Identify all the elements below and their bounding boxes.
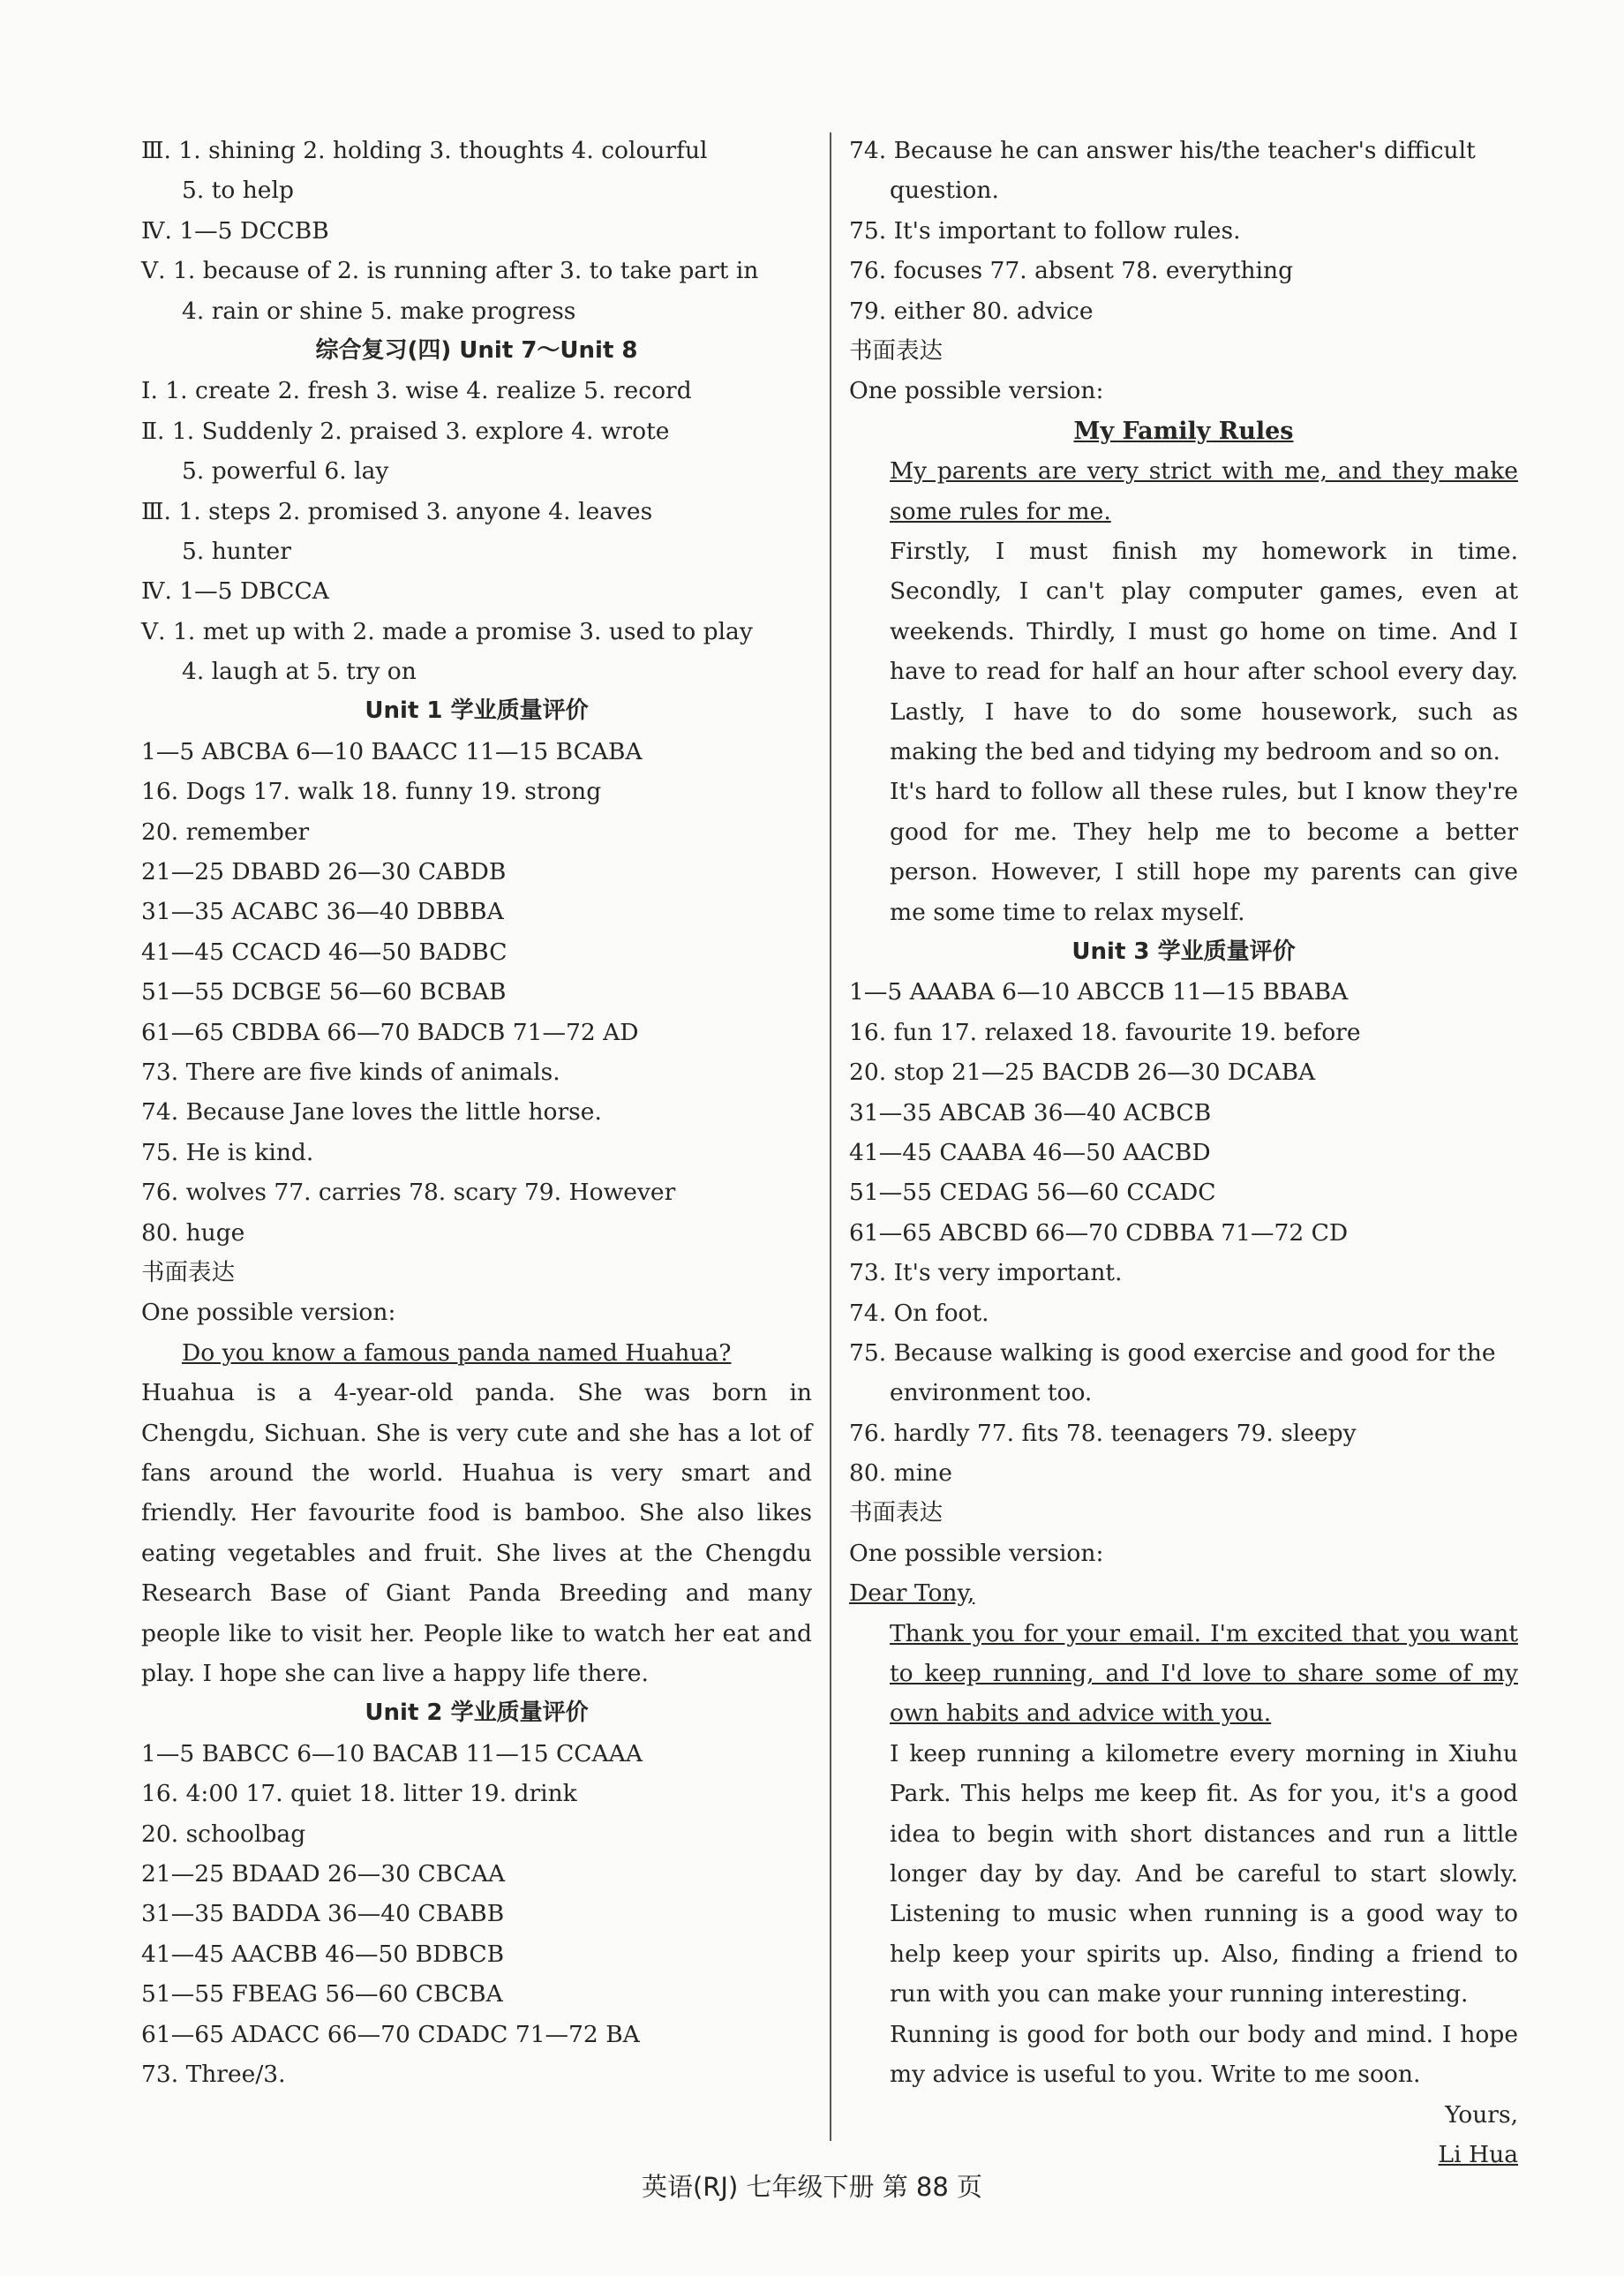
answer-line: 75. He is kind. bbox=[141, 1138, 314, 1166]
essay-paragraph: I keep running a kilometre every morning in Xiuhu Park. This helps me keep fit. As for you, it's a good idea to begin with short distances and run a little longer day by day. And be careful to start slowly. Listening to music when running is a good way to help keep your spirits up. Also, finding a friend to run with you can make your running interesting. bbox=[890, 1739, 1518, 2008]
answer-line: 51—55 DCBGE 56—60 BCBAB bbox=[141, 978, 507, 1006]
answer-line: Ⅴ. 1. met up with 2. made a promise 3. used to play bbox=[141, 617, 753, 645]
essay-paragraph: Thank you for your email. I'm excited that you want to keep running, and I'd love to share some of my own habits and advice with you. bbox=[890, 1619, 1518, 1728]
essay-family-rules bbox=[849, 451, 1518, 932]
answer-line: question. bbox=[890, 177, 999, 205]
section-heading: Unit 1 学业质量评价 bbox=[365, 697, 589, 725]
answer-line: 74. Because Jane loves the little horse. bbox=[141, 1098, 602, 1127]
writing-label: 书面表达 bbox=[141, 1258, 235, 1286]
answer-line: 75. Because walking is good exercise and good for the bbox=[849, 1338, 1496, 1367]
answer-line: 16. 4:00 17. quiet 18. litter 19. drink bbox=[141, 1780, 577, 1808]
answer-line: 1—5 ABCBA 6—10 BAACC 11—15 BCABA bbox=[141, 737, 643, 765]
answer-line: 20. schoolbag bbox=[141, 1820, 306, 1848]
answer-line: 21—25 BDAAD 26—30 CBCAA bbox=[141, 1859, 506, 1888]
answer-line: 76. focuses 77. absent 78. everything bbox=[849, 257, 1294, 285]
answer-line: 51—55 FBEAG 56—60 CBCBA bbox=[141, 1980, 503, 2008]
right-column bbox=[849, 131, 1518, 2174]
answer-line: 61—65 ABCBD 66—70 CDBBA 71—72 CD bbox=[849, 1218, 1349, 1247]
answer-line: 5. hunter bbox=[182, 537, 291, 565]
answer-line: 1—5 BABCC 6—10 BACAB 11—15 CCAAA bbox=[141, 1739, 643, 1767]
column-divider bbox=[830, 132, 831, 2141]
answer-line: Ⅳ. 1—5 DBCCA bbox=[141, 577, 329, 606]
section-heading: 综合复习(四) Unit 7～Unit 8 bbox=[315, 336, 638, 364]
answer-line: 41—45 CAABA 46—50 AACBD bbox=[849, 1138, 1211, 1166]
essay-title bbox=[849, 411, 1518, 451]
letter-salutation: Dear Tony, bbox=[849, 1579, 975, 1608]
answer-line: 75. It's important to follow rules. bbox=[849, 216, 1241, 245]
answer-line: 4. laugh at 5. try on bbox=[182, 658, 417, 686]
answer-line: 5. powerful 6. lay bbox=[182, 457, 389, 486]
essay-paragraph: My parents are very strict with me, and they make some rules for me. bbox=[890, 457, 1518, 525]
answer-line: 61—65 CBDBA 66—70 BADCB 71—72 AD bbox=[141, 1018, 639, 1046]
page-footer: 英语(RJ) 七年级下册 第 88 页 bbox=[641, 2172, 983, 2202]
answer-line: 80. mine bbox=[849, 1459, 952, 1488]
version-label: One possible version: bbox=[141, 1299, 396, 1327]
answer-line: Ⅲ. 1. shining 2. holding 3. thoughts 4. colourful bbox=[141, 137, 708, 164]
version-label: One possible version: bbox=[849, 377, 1104, 405]
answer-line: 41—45 CCACD 46—50 BADBC bbox=[141, 938, 508, 966]
answer-line: 20. stop 21—25 BACDB 26—30 DCABA bbox=[849, 1059, 1316, 1087]
essay-paragraph: It's hard to follow all these rules, but I know they're good for me. They help me to become a better person. However, I still hope my parents can give me some time to relax myself. bbox=[890, 778, 1518, 926]
answer-line: 74. On foot. bbox=[849, 1299, 989, 1327]
essay-paragraph: Firstly, I must finish my homework in time. Secondly, I can't play computer games, even at weekends. Thirdly, I must go home on time. And I have to read for half an hour after school every day. Lastly, I have to do some housework, such as making the bed and tidying my bedroom and so on. bbox=[890, 537, 1518, 765]
answer-line: 41—45 AACBB 46—50 BDBCB bbox=[141, 1940, 505, 1968]
answer-line: environment too. bbox=[890, 1379, 1093, 1407]
answer-line: 21—25 DBABD 26—30 CABDB bbox=[141, 858, 507, 886]
left-column bbox=[141, 131, 812, 2094]
answer-line: Ⅱ. 1. Suddenly 2. praised 3. explore 4. wrote bbox=[141, 417, 670, 445]
answer-line: Ⅲ. 1. steps 2. promised 3. anyone 4. leaves bbox=[141, 497, 653, 525]
answer-line: 80. huge bbox=[141, 1218, 245, 1247]
essay-body: Huahua is a 4-year-old panda. She was born in Chengdu, Sichuan. She is very cute and she has a lot of fans around the world. Huahua is very smart and friendly. Her favourite food is bamboo. She also likes eating vegetables and fruit. She lives at the Chengdu Research Base of Giant Panda Breeding and many people like to visit her. People like to watch her eat and play. I hope she can live a happy life there. bbox=[141, 1379, 812, 1687]
essay-panda bbox=[141, 1333, 812, 1694]
answer-line: 20. remember bbox=[141, 818, 310, 846]
writing-label: 书面表达 bbox=[849, 1499, 943, 1527]
answer-line: Ⅳ. 1—5 DCCBB bbox=[141, 216, 329, 245]
answer-line: 61—65 ADACC 66—70 CDADC 71—72 BA bbox=[141, 2020, 640, 2048]
version-label: One possible version: bbox=[849, 1539, 1104, 1567]
essay-letter bbox=[849, 1614, 1518, 2095]
answer-line: 76. wolves 77. carries 78. scary 79. However bbox=[141, 1179, 676, 1207]
answer-line: 76. hardly 77. fits 78. teenagers 79. sleepy bbox=[849, 1419, 1357, 1447]
letter-signature: Li Hua bbox=[1438, 2140, 1518, 2168]
section-heading: Unit 3 学业质量评价 bbox=[1071, 938, 1296, 965]
answer-line: 31—35 BADDA 36—40 CBABB bbox=[141, 1900, 505, 1928]
essay-title-text: My Family Rules bbox=[1073, 417, 1294, 445]
essay-first-line: Do you know a famous panda named Huahua? bbox=[182, 1338, 732, 1367]
letter-closing: Yours, bbox=[1445, 2100, 1518, 2129]
answer-line: 73. Three/3. bbox=[141, 2060, 286, 2088]
essay-paragraph: Running is good for both our body and mind. I hope my advice is useful to you. Write to me soon. bbox=[890, 2020, 1518, 2089]
section-heading: Unit 2 学业质量评价 bbox=[365, 1699, 589, 1727]
answer-line: Ⅰ. 1. create 2. fresh 3. wise 4. realize 5. record bbox=[141, 377, 692, 405]
writing-label: 书面表达 bbox=[849, 336, 943, 365]
answer-line: 4. rain or shine 5. make progress bbox=[182, 297, 576, 325]
answer-line: 31—35 ABCAB 36—40 ACBCB bbox=[849, 1098, 1212, 1127]
answer-line: 73. It's very important. bbox=[849, 1259, 1123, 1287]
answer-line: 16. fun 17. relaxed 18. favourite 19. before bbox=[849, 1018, 1361, 1046]
answer-line: 51—55 CEDAG 56—60 CCADC bbox=[849, 1179, 1216, 1207]
answer-line: 1—5 AAABA 6—10 ABCCB 11—15 BBABA bbox=[849, 978, 1349, 1006]
answer-line: 73. There are five kinds of animals. bbox=[141, 1058, 560, 1086]
answer-line: Ⅴ. 1. because of 2. is running after 3. to take part in bbox=[141, 257, 759, 285]
answer-line: 5. to help bbox=[182, 177, 294, 205]
answer-line: 74. Because he can answer his/the teacher's difficult bbox=[849, 137, 1476, 164]
answer-line: 79. either 80. advice bbox=[849, 297, 1094, 325]
answer-line: 16. Dogs 17. walk 18. funny 19. strong bbox=[141, 778, 602, 806]
answer-line: 31—35 ACABC 36—40 DBBBA bbox=[141, 898, 504, 926]
